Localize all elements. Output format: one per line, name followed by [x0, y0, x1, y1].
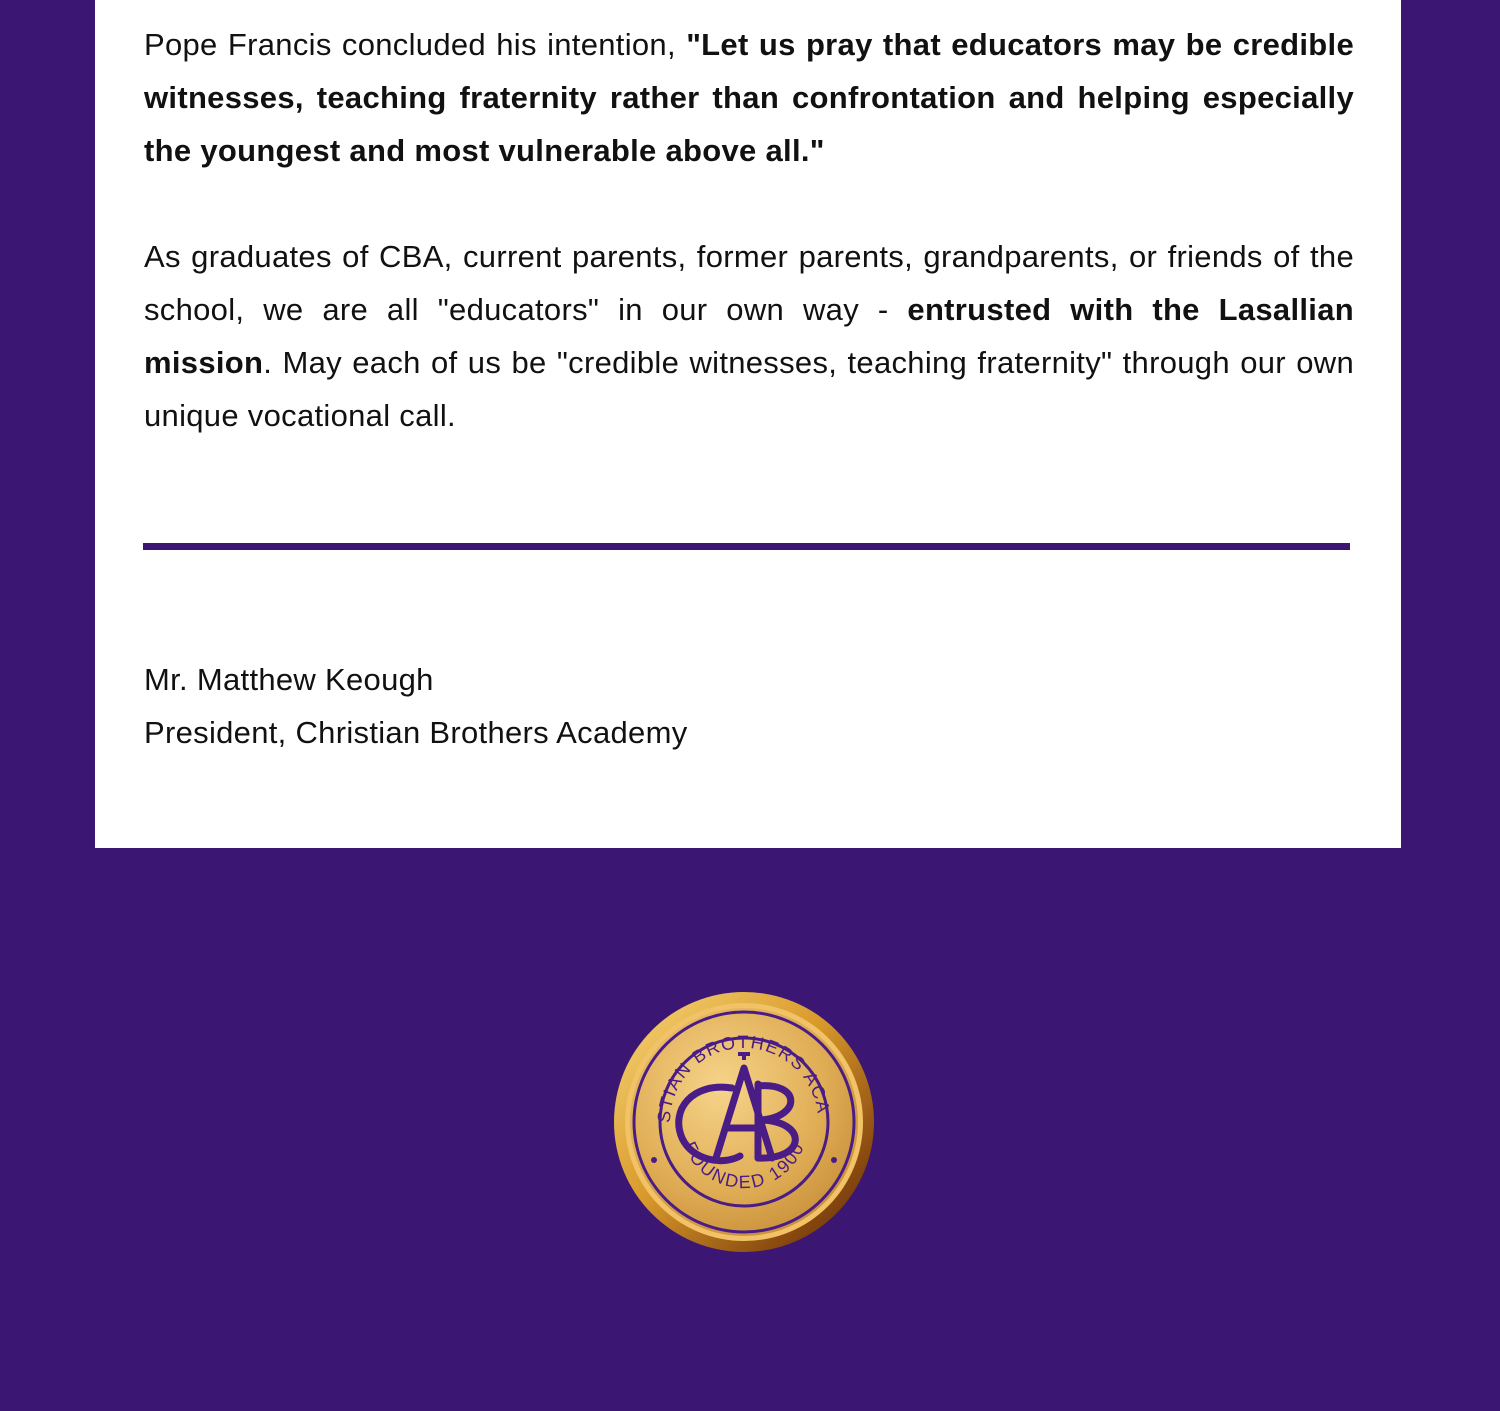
paragraph-text-part1: As graduates of CBA, current parents, former parents, grandparents, or friends of the school, we are all "educators" in our own way -	[144, 239, 1354, 327]
section-divider	[143, 543, 1350, 550]
pope-quote: "Let us pray that educators may be credible witnesses, teaching fraternity rather than confrontation and helping especially the youngest and most vulnerable above all."	[144, 27, 1354, 168]
signer-name: Mr. Matthew Keough	[144, 662, 434, 697]
letter-card	[95, 0, 1401, 848]
signer-title: President, Christian Brothers Academy	[144, 715, 688, 750]
signature-block	[144, 653, 688, 759]
paragraph-text-part2: . May each of us be "credible witnesses, teaching fraternity" through our own unique vocational call.	[144, 345, 1354, 433]
paragraph-educators	[144, 230, 1354, 442]
lasallian-mission-emphasis: entrusted with the Lasallian mission	[144, 292, 1354, 380]
cba-seal-icon	[612, 990, 877, 1255]
seal-graphic	[612, 990, 877, 1255]
letter-body	[144, 18, 1354, 442]
seal-ring-text-top: STIAN BROTHERS ACA	[653, 1031, 834, 1124]
seal-ring-text-bottom: FOUNDED 1900	[679, 1138, 809, 1193]
paragraph-lead-text: Pope Francis concluded his intention,	[144, 27, 687, 62]
paragraph-pope-intention	[144, 18, 1354, 177]
